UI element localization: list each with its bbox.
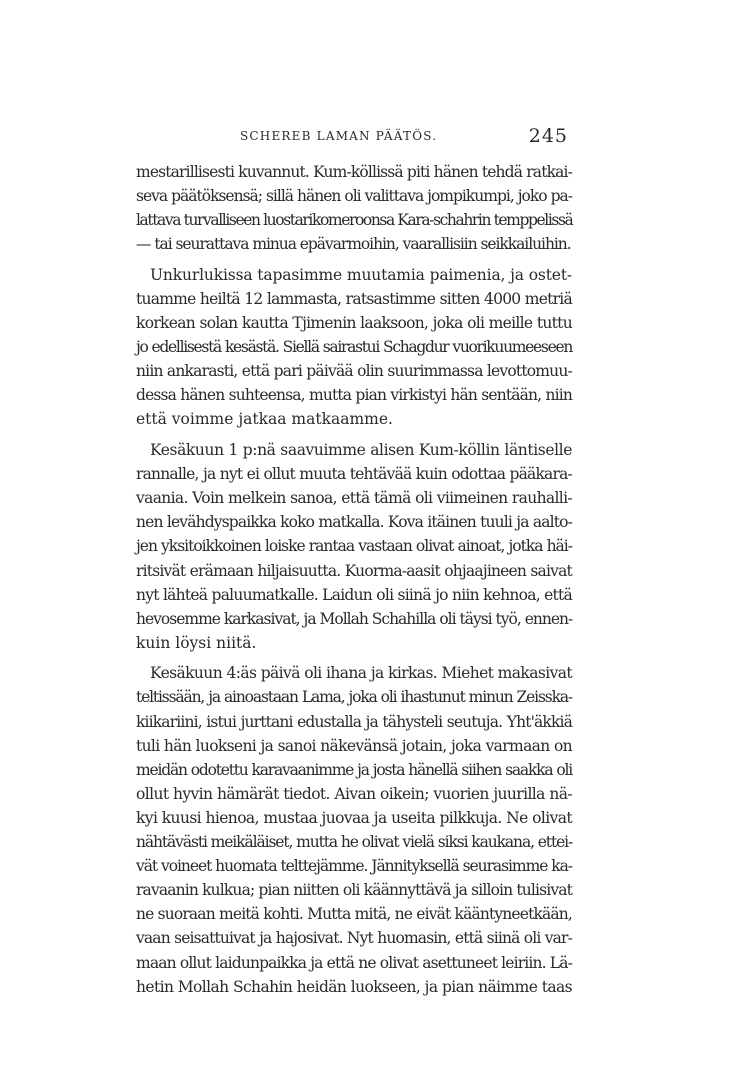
text-line: korkean solan kautta Tjimenin laaksoon, joka oli meille tuttu	[136, 314, 572, 333]
text-line: jo edellisestä kesästä. Siellä sairastui Schagdur vuorikuumeeseen	[136, 338, 572, 357]
text-line: lattava turvalliseen luostarikomeroonsa Kara-schahrin temppelissä	[136, 211, 573, 230]
paragraph	[136, 438, 572, 655]
paragraph	[136, 661, 572, 998]
text-line: dessa hänen suhteensa, mutta pian virkistyi hän sentään, niin	[136, 386, 572, 405]
running-head	[136, 127, 572, 151]
text-line: Kesäkuun 1 p:nä saavuimme alisen Kum-köllin läntiselle	[150, 441, 572, 460]
text-line: ne suoraan meitä kohti. Mutta mitä, ne eivät kääntyneetkään,	[136, 905, 572, 924]
text-line: kiikariini, istui jurttani edustalla ja tähysteli seutuja. Yht'äkkiä	[136, 712, 572, 731]
text-line: ollut hyvin hämärät tiedot. Aivan oikein; vuorien juurilla nä-	[136, 784, 572, 803]
text-line: vät voineet huomata telttejämme. Jännityksellä seurasimme ka-	[136, 857, 572, 876]
text-line: Kesäkuun 4:äs päivä oli ihana ja kirkas. Miehet makasivat	[150, 664, 572, 683]
text-line: meidän odotettu karavaanimme ja josta hänellä siihen saakka oli	[136, 760, 572, 779]
text-line: vaan seisattuivat ja hajosivat. Nyt huomasin, että siinä oli var-	[136, 929, 572, 948]
text-line: Unkurlukissa tapasimme muutamia paimenia, ja ostet-	[150, 265, 572, 284]
text-line: että voimme jatkaa matkaamme.	[136, 410, 393, 429]
text-line: nyt lähteä paluumatkalle. Laidun oli siinä jo niin kehnoa, että	[136, 585, 572, 604]
text-line: niin ankarasti, että pari päivää olin suurimmassa levottomuu-	[136, 362, 572, 381]
running-title: SCHEREB LAMAN PÄÄTÖS.	[240, 129, 438, 143]
text-line: kyi kuusi hienoa, mustaa juovaa ja useita pilkkuja. Ne olivat	[136, 808, 572, 827]
text-line: nähtävästi meikäläiset, mutta he olivat vielä siksi kaukana, ettei-	[136, 833, 573, 852]
text-line: vaania. Voin melkein sanoa, että tämä oli viimeinen rauhalli-	[136, 489, 572, 508]
text-line: tuli hän luokseni ja sanoi näkevänsä jotain, joka varmaan on	[136, 736, 572, 755]
text-line: nen levähdyspaikka koko matkalla. Kova itäinen tuuli ja aalto-	[136, 513, 572, 532]
text-line: seva päätöksensä; sillä hänen oli valittava jompikumpi, joko pa-	[136, 187, 572, 206]
text-line: jen yksitoikkoinen loiske rantaa vastaan olivat ainoat, jotka häi-	[136, 537, 572, 556]
text-line: — tai seurattava minua epävarmoihin, vaarallisiin seikkailuihin.	[136, 235, 571, 254]
text-line: rannalle, ja nyt ei ollut muuta tehtävää kuin odottaa pääkara-	[136, 465, 572, 484]
text-line: tuamme heiltä 12 lammasta, ratsastimme sitten 4000 metriä	[136, 289, 572, 308]
text-line: hevosemme karkasivat, ja Mollah Schahilla oli täysi työ, ennen-	[136, 609, 573, 628]
text-line: kuin löysi niitä.	[136, 633, 257, 652]
text-line: maan ollut laidunpaikka ja että ne olivat asettuneet leiriin. Lä-	[136, 953, 572, 972]
text-line: mestarillisesti kuvannut. Kum-köllissä piti hänen tehdä ratkai-	[136, 163, 572, 181]
paragraph	[136, 160, 572, 256]
text-line: teltissään, ja ainoastaan Lama, joka oli ihastunut minun Zeisska-	[136, 688, 572, 707]
text-line: ritsivät erämaan hiljaisuutta. Kuorma-aasit ohjaajineen saivat	[136, 561, 572, 580]
text-line: ravaanin kulkua; pian niitten oli käännyttävä ja silloin tulisivat	[136, 881, 572, 900]
text-line: hetin Mollah Schahin heidän luokseen, ja pian näimme taas	[136, 977, 572, 996]
body-text	[136, 160, 572, 999]
page-number: 245	[528, 125, 568, 147]
paragraph	[136, 263, 572, 432]
